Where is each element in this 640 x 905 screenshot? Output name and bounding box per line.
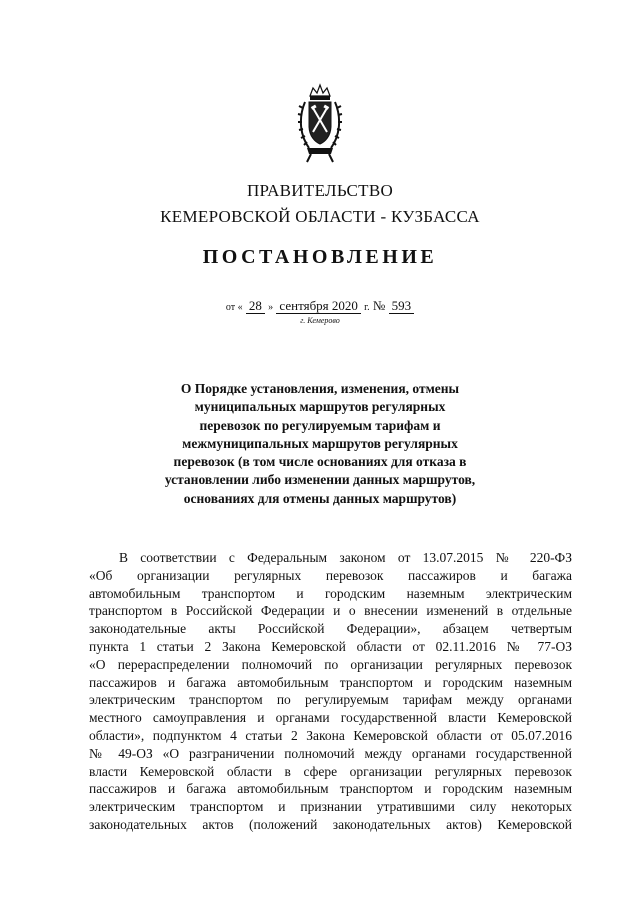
body-paragraph — [89, 549, 572, 834]
title-line: установлении либо изменении данных маршрутов, — [164, 472, 476, 488]
title-line: перевозок (в том числе основаниях для отказа в — [173, 454, 467, 470]
body-line: электрическим транспортом и признании утратившими силу некоторых — [89, 799, 572, 815]
government-name-line2: КЕМЕРОВСКОЙ ОБЛАСТИ - КУЗБАССА — [160, 207, 480, 226]
date-number-line — [0, 298, 640, 314]
body-line: транспортом в Российской Федерации и о внесении изменений в отдельные — [89, 603, 572, 619]
city-name: г. Кемерово — [300, 316, 340, 325]
body-line: пункта 1 статьи 2 Закона Кемеровской области от 02.11.2016 № 77-ОЗ — [89, 638, 572, 654]
document-number: 593 — [389, 298, 415, 314]
body-line: автомобильным транспортом и городским наземным электрическим — [89, 585, 572, 601]
body-line: местного самоуправления и органами государственной власти Кемеровской — [89, 710, 572, 726]
date-day: 28 — [246, 298, 265, 314]
title-line: межмуниципальных маршрутов регулярных — [182, 435, 458, 451]
body-line: власти Кемеровской области в сфере организации регулярных перевозок — [89, 763, 572, 779]
title-line: муниципальных маршрутов регулярных — [194, 399, 446, 415]
date-prefix: от « — [225, 302, 243, 313]
coat-of-arms-icon — [297, 82, 343, 164]
body-line: электрическим транспортом по регулируемым тарифам между органами — [89, 692, 572, 708]
body-line: законодательных актов (положений законодательных актов) Кемеровской — [89, 816, 572, 832]
body-line: В соответствии с Федеральным законом от 13.07.2015 № 220-ФЗ — [119, 550, 572, 565]
government-name-line1: ПРАВИТЕЛЬСТВО — [246, 181, 394, 200]
title-line: перевозок по регулируемым тарифам и — [199, 417, 441, 433]
body-line: пассажиров и багажа автомобильным транспортом и городским наземным — [89, 674, 572, 690]
document-title — [150, 380, 490, 508]
title-line: О Порядке установления, изменения, отмены — [180, 381, 460, 396]
document-type-heading: ПОСТАНОВЛЕНИЕ — [202, 246, 438, 268]
body-line: № 49-ОЗ «О разграничении полномочий между органами государственной — [89, 745, 572, 761]
date-month-year: сентября 2020 — [276, 298, 361, 314]
body-line: пассажиров и багажа автомобильным транспортом и городским наземным — [89, 781, 572, 797]
body-line: законодательные акты Российской Федерации», абзацем четвертым — [89, 621, 572, 637]
date-mid: » — [268, 302, 274, 313]
body-line: «Об организации регулярных перевозок пассажиров и багажа — [89, 567, 572, 583]
body-line: области», подпунктом 4 статьи 2 Закона Кемеровской области от 05.07.2016 — [89, 727, 572, 743]
title-line: основаниях для отмены данных маршрутов) — [183, 490, 457, 506]
body-line: «О перераспределении полномочий по организации регулярных перевозок — [89, 656, 572, 672]
number-label: № — [372, 298, 386, 313]
date-year-suffix: г. — [364, 302, 370, 313]
